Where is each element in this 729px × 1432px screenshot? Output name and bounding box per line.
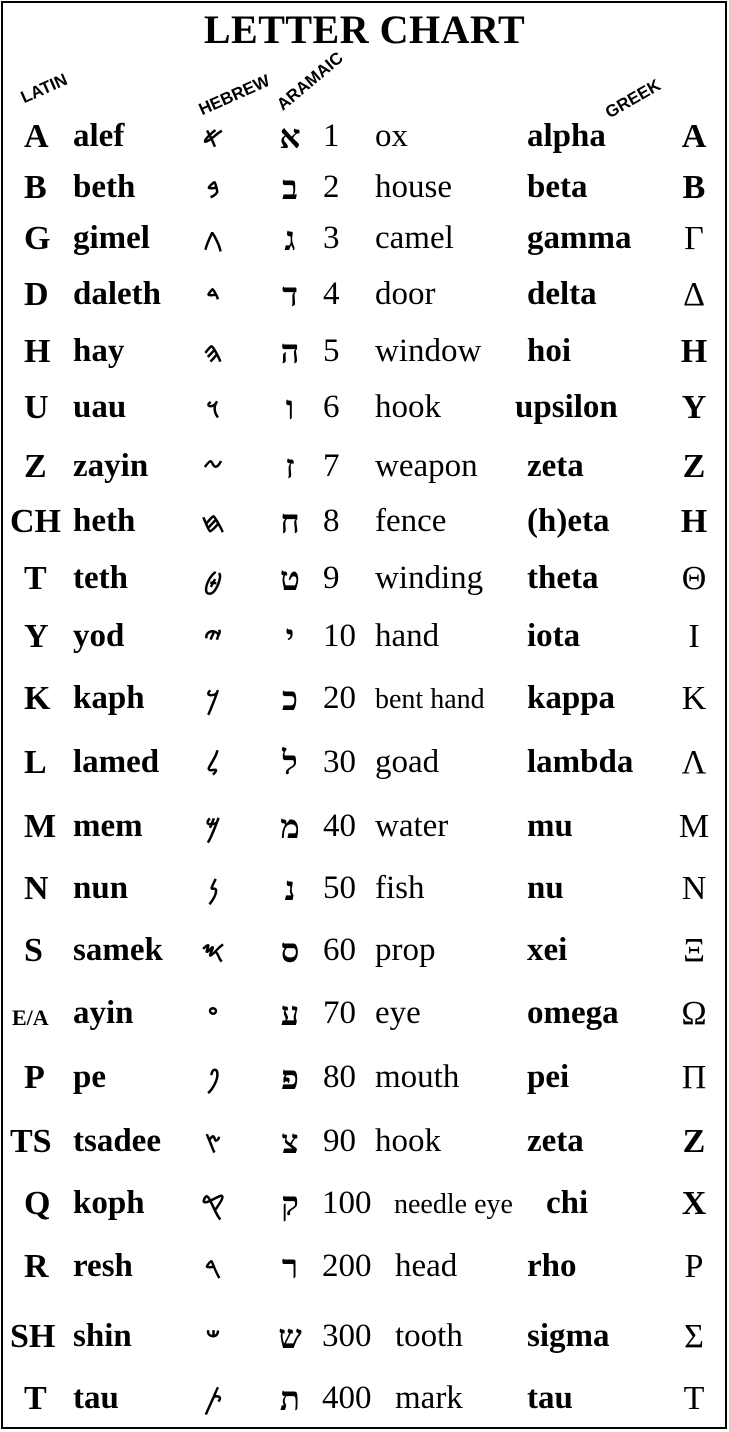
greek-letter: T	[683, 1380, 705, 1417]
letter-row	[0, 117, 729, 168]
latin-letter: Q	[24, 1185, 51, 1222]
paleo-hebrew-glyph: 𐤕	[203, 1383, 223, 1416]
latin-letter: K	[24, 680, 51, 717]
numeric-value: 90	[323, 1123, 356, 1159]
header-hebrew: HEBREW	[195, 70, 273, 120]
greek-letter: Ω	[681, 995, 707, 1032]
hebrew-letter-name: nun	[73, 870, 129, 906]
hebrew-letter-name: lamed	[73, 744, 160, 780]
hebrew-letter-name: beth	[73, 169, 136, 205]
aramaic-glyph: ב	[282, 168, 298, 207]
hebrew-letter-name: kaph	[73, 680, 145, 716]
greek-letter-name: pei	[527, 1059, 570, 1095]
letter-meaning: fish	[375, 870, 425, 906]
greek-letter-name: tau	[527, 1380, 573, 1416]
latin-letter: T	[24, 1380, 47, 1417]
paleo-hebrew-glyph: 𐤒	[201, 1188, 225, 1221]
aramaic-glyph: ג	[284, 219, 296, 258]
hebrew-letter-name: yod	[73, 618, 125, 654]
greek-letter: Ξ	[683, 932, 705, 969]
latin-letter: S	[24, 932, 43, 969]
latin-letter: G	[24, 220, 51, 257]
latin-letter: A	[24, 118, 49, 155]
greek-letter: M	[678, 808, 710, 845]
greek-letter: H	[680, 333, 708, 370]
paleo-hebrew-glyph: 𐤈	[203, 563, 223, 596]
paleo-hebrew-glyph: 𐤉	[204, 621, 222, 654]
header-latin: LATIN	[17, 69, 71, 108]
header-greek: GREEK	[602, 75, 664, 123]
aramaic-glyph: ר	[281, 1247, 299, 1286]
letter-row	[0, 1122, 729, 1173]
letter-row	[0, 168, 729, 219]
greek-letter: X	[681, 1185, 707, 1222]
numeric-value: 60	[323, 932, 356, 968]
aramaic-glyph: כ	[281, 679, 299, 718]
aramaic-glyph: ה	[280, 332, 300, 371]
letter-row	[0, 1317, 729, 1368]
aramaic-glyph: ע	[280, 994, 300, 1033]
hebrew-letter-name: tau	[73, 1380, 119, 1416]
numeric-value: 4	[323, 276, 340, 312]
letter-row	[0, 617, 729, 668]
aramaic-glyph: ז	[285, 447, 295, 486]
numeric-value: 30	[323, 744, 356, 780]
paleo-hebrew-glyph: 𐤀	[202, 121, 224, 154]
latin-letter: Z	[24, 448, 47, 485]
latin-letter: U	[24, 389, 49, 426]
greek-letter: Σ	[684, 1318, 704, 1355]
paleo-hebrew-glyph: 𐤄	[203, 336, 223, 369]
letter-meaning: door	[375, 276, 436, 312]
chart-title: LETTER CHART	[203, 7, 526, 52]
paleo-hebrew-glyph: 𐤊	[205, 683, 220, 716]
aramaic-glyph: צ	[281, 1122, 299, 1161]
letter-meaning: hook	[375, 389, 441, 425]
letter-meaning: hand	[375, 618, 440, 654]
greek-letter-name: zeta	[527, 1123, 584, 1159]
letter-meaning: house	[375, 169, 452, 205]
greek-letter-name: omega	[527, 995, 619, 1031]
letter-row	[0, 447, 729, 498]
letter-meaning: ox	[375, 118, 408, 154]
greek-letter: Y	[681, 389, 707, 426]
greek-letter-name: xei	[527, 932, 568, 968]
greek-letter: K	[681, 680, 707, 717]
greek-letter-name: iota	[527, 618, 581, 654]
letter-meaning: prop	[375, 932, 436, 968]
aramaic-glyph: ח	[280, 502, 300, 541]
hebrew-letter-name: ayin	[73, 995, 134, 1031]
greek-letter: A	[681, 118, 707, 155]
greek-letter-name: gamma	[527, 220, 632, 256]
paleo-hebrew-glyph: 𐤃	[206, 279, 220, 312]
numeric-value: 2	[323, 169, 340, 205]
letter-row	[0, 219, 729, 270]
latin-letter: Y	[24, 618, 49, 655]
paleo-hebrew-glyph: 𐤋	[206, 747, 220, 780]
greek-letter-name: zeta	[527, 448, 584, 484]
letter-meaning: weapon	[375, 448, 478, 484]
paleo-hebrew-glyph: 𐤎	[201, 935, 225, 968]
greek-letter-name: alpha	[527, 118, 606, 154]
greek-letter-name: upsilon	[515, 389, 618, 425]
greek-letter: Λ	[681, 744, 707, 781]
paleo-hebrew-glyph: 𐤐	[206, 1062, 220, 1095]
aramaic-glyph: מ	[280, 807, 300, 846]
paleo-hebrew-glyph: 𐤆	[203, 451, 223, 484]
aramaic-glyph: ד	[282, 275, 298, 314]
greek-letter-name: chi	[546, 1185, 589, 1221]
latin-letter: M	[24, 808, 57, 845]
letter-meaning: mark	[395, 1380, 463, 1416]
letter-row	[0, 1379, 729, 1430]
letter-row	[0, 1058, 729, 1109]
letter-row	[0, 559, 729, 610]
letter-meaning: fence	[375, 503, 447, 539]
numeric-value: 300	[322, 1318, 372, 1354]
aramaic-glyph: ס	[280, 931, 300, 970]
hebrew-letter-name: pe	[73, 1059, 106, 1095]
paleo-hebrew-glyph: 𐤍	[207, 873, 219, 906]
letter-meaning: head	[395, 1248, 458, 1284]
letter-row	[0, 388, 729, 439]
greek-letter: N	[681, 870, 707, 907]
greek-letter-name: nu	[527, 870, 564, 906]
hebrew-letter-name: shin	[73, 1318, 132, 1354]
paleo-hebrew-glyph: 𐤅	[206, 392, 220, 425]
numeric-value: 9	[323, 560, 340, 596]
paleo-hebrew-glyph: 𐤑	[204, 1126, 222, 1159]
letter-meaning: bent hand	[375, 684, 485, 715]
hebrew-letter-name: zayin	[73, 448, 149, 484]
hebrew-letter-name: koph	[73, 1185, 145, 1221]
aramaic-glyph: א	[279, 117, 301, 156]
greek-letter-name: (h)eta	[527, 503, 610, 539]
letter-meaning: window	[375, 333, 482, 369]
letter-meaning: goad	[375, 744, 440, 780]
letter-row	[0, 743, 729, 794]
latin-letter: E/A	[12, 1005, 49, 1030]
greek-letter-name: hoi	[527, 333, 572, 369]
greek-letter-name: mu	[527, 808, 573, 844]
numeric-value: 80	[323, 1059, 356, 1095]
greek-letter-name: beta	[527, 169, 588, 205]
latin-letter: CH	[10, 503, 61, 540]
paleo-hebrew-glyph: 𐤏	[207, 998, 219, 1031]
paleo-hebrew-glyph: 𐤔	[205, 1321, 221, 1354]
latin-letter: H	[24, 333, 51, 370]
latin-letter: R	[24, 1248, 49, 1285]
letter-meaning: needle eye	[394, 1189, 513, 1220]
numeric-value: 70	[323, 995, 356, 1031]
numeric-value: 50	[323, 870, 356, 906]
greek-letter: I	[688, 618, 700, 655]
paleo-hebrew-glyph: 𐤌	[205, 811, 221, 844]
aramaic-glyph: ש	[278, 1317, 302, 1356]
aramaic-glyph: ק	[281, 1184, 299, 1223]
greek-letter-name: lambda	[527, 744, 634, 780]
hebrew-letter-name: teth	[73, 560, 128, 596]
greek-letter-name: kappa	[527, 680, 616, 716]
aramaic-glyph: ט	[280, 559, 300, 598]
paleo-hebrew-glyph: 𐤁	[206, 172, 220, 205]
letter-meaning: water	[375, 808, 449, 844]
letter-row	[0, 1184, 729, 1235]
latin-letter: P	[24, 1059, 45, 1096]
letter-meaning: mouth	[375, 1059, 460, 1095]
hebrew-letter-name: uau	[73, 389, 127, 425]
hebrew-letter-name: gimel	[73, 220, 150, 256]
aramaic-glyph: ת	[279, 1379, 301, 1418]
hebrew-letter-name: mem	[73, 808, 143, 844]
letter-meaning: camel	[375, 220, 454, 256]
header-aramaic: ARAMAIC	[273, 48, 347, 115]
letter-row	[0, 807, 729, 858]
greek-letter: Z	[682, 1123, 706, 1160]
aramaic-glyph: ו	[285, 388, 295, 427]
letter-meaning: winding	[375, 560, 484, 596]
letter-meaning: eye	[375, 995, 421, 1031]
numeric-value: 20	[323, 680, 356, 716]
aramaic-glyph: ל	[282, 743, 298, 782]
letter-row	[0, 869, 729, 920]
letter-row	[0, 502, 729, 553]
greek-letter-name: theta	[527, 560, 599, 596]
hebrew-letter-name: samek	[73, 932, 163, 968]
numeric-value: 40	[323, 808, 356, 844]
paleo-hebrew-glyph: 𐤂	[203, 223, 223, 256]
greek-letter-name: rho	[527, 1248, 577, 1284]
numeric-value: 100	[322, 1185, 372, 1221]
numeric-value: 400	[322, 1380, 372, 1416]
aramaic-glyph: י	[285, 617, 295, 656]
latin-letter: L	[24, 744, 47, 781]
paleo-hebrew-glyph: 𐤓	[204, 1251, 222, 1284]
letter-row	[0, 994, 729, 1045]
latin-letter: N	[24, 870, 49, 907]
numeric-value: 7	[323, 448, 340, 484]
numeric-value: 8	[323, 503, 340, 539]
greek-letter-name: delta	[527, 276, 597, 312]
aramaic-glyph: נ	[284, 869, 296, 908]
letter-row	[0, 679, 729, 730]
hebrew-letter-name: daleth	[73, 276, 162, 312]
greek-letter: Z	[682, 448, 706, 485]
numeric-value: 200	[322, 1248, 372, 1284]
greek-letter: Π	[681, 1059, 707, 1096]
greek-letter: B	[682, 169, 706, 206]
hebrew-letter-name: heth	[73, 503, 136, 539]
greek-letter: Θ	[681, 560, 707, 597]
greek-letter: Γ	[684, 220, 704, 257]
greek-letter: P	[684, 1248, 704, 1285]
latin-letter: TS	[10, 1123, 52, 1160]
latin-letter: SH	[10, 1318, 56, 1355]
greek-letter: H	[680, 503, 708, 540]
letter-row	[0, 1247, 729, 1298]
numeric-value: 3	[323, 220, 340, 256]
letter-meaning: hook	[375, 1123, 441, 1159]
hebrew-letter-name: tsadee	[73, 1123, 161, 1159]
numeric-value: 5	[323, 333, 340, 369]
numeric-value: 6	[323, 389, 340, 425]
numeric-value: 1	[323, 118, 340, 154]
letter-row	[0, 275, 729, 326]
letter-row	[0, 332, 729, 383]
paleo-hebrew-glyph: 𐤇	[201, 506, 225, 539]
greek-letter: Δ	[683, 276, 705, 313]
latin-letter: D	[24, 276, 49, 313]
hebrew-letter-name: resh	[73, 1248, 133, 1284]
aramaic-glyph: פ	[281, 1058, 299, 1097]
hebrew-letter-name: hay	[73, 333, 125, 369]
latin-letter: T	[24, 560, 47, 597]
latin-letter: B	[24, 169, 47, 206]
numeric-value: 10	[323, 618, 356, 654]
hebrew-letter-name: alef	[73, 118, 125, 154]
letter-meaning: tooth	[395, 1318, 463, 1354]
letter-row	[0, 931, 729, 982]
greek-letter-name: sigma	[527, 1318, 610, 1354]
